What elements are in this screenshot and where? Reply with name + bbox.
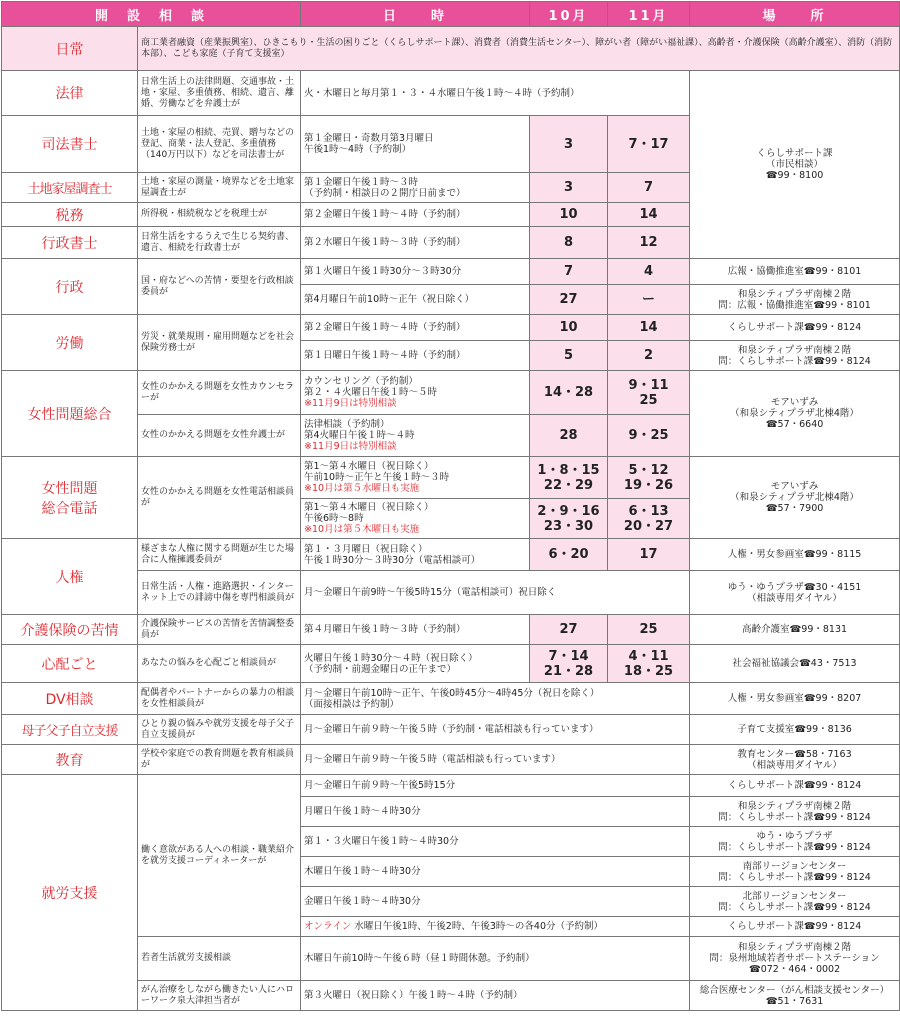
shuro-schedule-3: 第１・３火曜日午後１時～４時30分: [301, 827, 690, 857]
category-shinpai: 心配ごと: [2, 645, 138, 683]
rodo-place-2: [690, 341, 900, 371]
boshi-place: 子育て支援室☎99・8136: [690, 715, 900, 745]
gyosei-place-2: [690, 285, 900, 315]
gyosei-place-2b: 問：広報・協働推進室☎99・8101: [718, 299, 871, 311]
kaigo-schedule: 第４月曜日午後１時～３時（予約制）: [301, 615, 530, 645]
josei-denwa-note-1: ※10月は第５水曜日も実施: [304, 483, 420, 494]
josei-denwa-oct-2b: 23・30: [543, 518, 594, 534]
shuro-online-place: くらしサポート課☎99・8124: [690, 917, 900, 937]
tochi-schedule-1: 第１金曜日午後１時～３時: [304, 176, 419, 188]
kyoiku-place-1: 教育センター☎58・7163: [737, 748, 852, 760]
josei-denwa-note-2: ※10月は第５木曜日も実施: [304, 524, 420, 535]
tochi-oct: 3: [530, 173, 608, 203]
header-row: [2, 2, 900, 27]
row-shuro-1: [2, 775, 900, 797]
josei-denwa-nov-2a: 6・13: [628, 503, 669, 519]
josei-note-2: ※11月9日は特別相談: [304, 441, 397, 452]
shinpai-nov-2: 18・25: [623, 663, 674, 679]
josei-desc-2: 女性のかかえる問題を女性弁護士が: [138, 415, 301, 457]
kyoiku-place-2: （相談専用ダイヤル）: [747, 759, 842, 771]
zeimu-desc: 所得税・相続税などを税理士が: [138, 203, 301, 227]
jinken-schedule-1: [301, 539, 530, 571]
rodo-oct-1: 10: [530, 315, 608, 341]
josei-nov-1a: 9・11: [628, 377, 669, 393]
kurashi-place: [690, 71, 900, 259]
category-kyoiku: 教育: [2, 745, 138, 775]
shuro-place-gan-b: ☎51・7631: [765, 995, 824, 1007]
josei-oct-1: 14・28: [530, 371, 608, 415]
josei-schedule-1a: カウンセリング（予約制）: [304, 376, 418, 387]
shuro-schedule-5: 金曜日午後１時～４時30分: [301, 887, 690, 917]
boshi-schedule: 月～金曜日午前９時～午後５時（予約制・電話相談も行っています）: [301, 715, 690, 745]
jinken-desc-1: 様ざまな人権に関する問題が生じた場合に人権擁護委員が: [138, 539, 301, 571]
kaigo-place: 高齢介護室☎99・8131: [690, 615, 900, 645]
gyosei-nov-2: ー: [608, 285, 690, 315]
shuro-place-gan: [690, 981, 900, 1011]
row-jinken-1: [2, 539, 900, 571]
gyosei-place-1: 広報・協働推進室☎99・8101: [690, 259, 900, 285]
shuro-place-3: [690, 827, 900, 857]
category-shuro: 就労支援: [2, 775, 138, 1011]
shiho-schedule-2: 午後1時～4時（予約制）: [304, 144, 412, 155]
jinken-place-2b: （相談専用ダイヤル）: [747, 592, 842, 604]
josei-denwa-nov-1: [608, 457, 690, 499]
shuro-place-5a: 北部リージョンセンター: [742, 890, 847, 902]
josei-denwa-place-3: ☎57・7900: [765, 503, 824, 514]
josei-denwa-place-2: （和泉シティプラザ北棟4階）: [730, 492, 859, 503]
kyoiku-schedule: 月～金曜日午前９時～午後５時（電話相談も行っています）: [301, 745, 690, 775]
gyosei-nov-1: 4: [608, 259, 690, 285]
shuro-place-2a: 和泉シティプラザ南棟２階: [737, 800, 852, 812]
shuro-place-wakamono-a: 和泉シティプラザ南棟２階: [737, 942, 852, 953]
shuro-schedule-2: 月曜日午後１時～４時30分: [301, 797, 690, 827]
shinpai-nov: [608, 645, 690, 683]
josei-denwa-nov-1b: 19・26: [623, 477, 674, 493]
zeimu-oct: 10: [530, 203, 608, 227]
kurashi-place-l3: ☎99・8100: [765, 170, 824, 181]
gyosei-schedule-1: 第１火曜日午後１時30分～３時30分: [301, 259, 530, 285]
shuro-schedule-4: 木曜日午後１時～４時30分: [301, 857, 690, 887]
category-kaigo: 介護保険の苦情: [2, 615, 138, 645]
josei-denwa-schedule-2b: 午後6時～8時: [304, 513, 364, 524]
rodo-place-2a: 和泉シティプラザ南棟２階: [737, 344, 852, 356]
kaigo-nov: 25: [608, 615, 690, 645]
rodo-nov-2: 2: [608, 341, 690, 371]
row-kaigo: [2, 615, 900, 645]
josei-denwa-nov-2: [608, 499, 690, 539]
category-horitsu: 法律: [2, 71, 138, 116]
horitsu-schedule: 火・木曜日と毎月第１・３・４水曜日午後１時～４時（予約制）: [301, 71, 690, 116]
shinpai-place: 社会福祉協議会☎43・7513: [690, 645, 900, 683]
row-dv: [2, 683, 900, 715]
josei-schedule-2a: 法律相談（予約制）: [304, 419, 390, 430]
dv-place: 人権・男女参画室☎99・8207: [690, 683, 900, 715]
rodo-place-2b: 問：くらしサポート課☎99・8124: [718, 355, 871, 367]
shuro-online-label: オンライン: [304, 921, 352, 932]
shuro-place-1: くらしサポート課☎99・8124: [690, 775, 900, 797]
josei-desc-1: 女性のかかえる問題を女性カウンセラーが: [138, 371, 301, 415]
horitsu-desc: 日常生活上の法律問題、交通事故・土地・家屋、多重債務、相続、遺言、離婚、労働などを弁護士が: [138, 71, 301, 116]
josei-denwa-schedule-1a: 第1～第４水曜日（祝日除く）: [304, 461, 434, 472]
row-boshi: [2, 715, 900, 745]
header-place: 場 所: [690, 2, 900, 27]
jinken-desc-2: 日常生活・人権・進路選択・インターネット上での誹謗中傷を専門相談員が: [138, 571, 301, 615]
dv-schedule: [301, 683, 690, 715]
josei-nov-1b: 25: [639, 392, 658, 408]
jinken-schedule-1a: 第１・３月曜日（祝日除く）: [304, 543, 428, 555]
shuro-online-schedule: [301, 917, 690, 937]
shinpai-nov-1: 4・11: [628, 648, 669, 664]
josei-denwa-cat-1: 女性問題: [41, 480, 98, 497]
shuro-schedule-wakamono: 木曜日午前10時～午後６時（昼１時間休憩。予約制）: [301, 937, 690, 981]
shuro-desc-1: 働く意欲がある人への相談・職業紹介を就労支援コーディネーターが: [138, 775, 301, 937]
category-gyosei-shoshi: 行政書士: [2, 227, 138, 259]
tochi-desc: 土地・家屋の測量・境界などを土地家屋調査士が: [138, 173, 301, 203]
rodo-schedule-1: 第２金曜日午後１時～４時（予約制）: [301, 315, 530, 341]
gyosei-shoshi-schedule: 第２水曜日午後１時～３時（予約制）: [301, 227, 530, 259]
kurashi-place-l2: （市民相談）: [766, 159, 824, 170]
row-kyoiku: [2, 745, 900, 775]
shuro-schedule-1: 月～金曜日午前９時～午後5時15分: [301, 775, 690, 797]
shinpai-oct-1: 7・14: [548, 648, 589, 664]
category-josei-denwa: [2, 457, 138, 539]
josei-denwa-schedule-2a: 第1～第４木曜日（祝日除く）: [304, 502, 434, 513]
jinken-oct-1: 6・20: [530, 539, 608, 571]
rodo-nov-1: 14: [608, 315, 690, 341]
shiho-oct: 3: [530, 116, 608, 173]
shuro-place-3b: 問：くらしサポート課☎99・8124: [718, 841, 871, 853]
shinpai-schedule-2: （予約制・前週金曜日の正午まで）: [304, 663, 457, 675]
josei-denwa-oct-2: [530, 499, 608, 539]
header-nov: 11月: [608, 2, 690, 27]
josei-place-3: ☎57・6640: [765, 419, 824, 430]
shuro-place-2b: 問：くらしサポート課☎99・8124: [718, 811, 871, 823]
category-jinken: 人権: [2, 539, 138, 615]
row-horitsu: [2, 71, 900, 116]
gyosei-shoshi-desc: 日常生活をするうえで生じる契約書、遺言、相続を行政書士が: [138, 227, 301, 259]
josei-schedule-2b: 第4火曜日午後１時～４時: [304, 430, 415, 441]
josei-denwa-place-1: モアいずみ: [770, 481, 819, 492]
category-boshi: 母子父子自立支援: [2, 715, 138, 745]
jinken-schedule-2: 月～金曜日午前9時～午後5時15分（電話相談可）祝日除く: [301, 571, 690, 615]
josei-denwa-schedule-1b: 午前10時～正午と午後１時～３時: [304, 472, 450, 483]
kurashi-place-l1: くらしサポート課: [756, 148, 833, 159]
shinpai-oct-2: 21・28: [543, 663, 594, 679]
boshi-desc: ひとり親の悩みや就労支援を母子父子自立支援員が: [138, 715, 301, 745]
kaigo-desc: 介護保険サービスの苦情を苦情調整委員が: [138, 615, 301, 645]
dv-desc: 配偶者やパートナーからの暴力の相談を女性相談員が: [138, 683, 301, 715]
josei-nov-1: [608, 371, 690, 415]
josei-schedule-1b: 第２・４火曜日午後１時～５時: [304, 387, 438, 398]
shiho-schedule: [301, 116, 530, 173]
josei-note-1: ※11月9日は特別相談: [304, 398, 397, 409]
josei-denwa-cat-2: 総合電話: [41, 500, 98, 517]
shiho-schedule-1: 第１金曜日・奇数月第3月曜日: [304, 133, 434, 144]
shuro-place-wakamono-b: 問：泉州地域若者サポートステーション: [709, 953, 880, 964]
shuro-place-4: [690, 857, 900, 887]
rodo-place-1: くらしサポート課☎99・8124: [690, 315, 900, 341]
shinpai-oct: [530, 645, 608, 683]
category-shiho: 司法書士: [2, 116, 138, 173]
shuro-place-wakamono: [690, 937, 900, 981]
jinken-schedule-1b: 午後１時30分～３時30分（電話相談可）: [304, 554, 481, 566]
josei-denwa-schedule-1: [301, 457, 530, 499]
shuro-desc-3: がん治療をしながら働きたい人にハローワーク泉大津担当者が: [138, 981, 301, 1011]
shuro-desc-2: 若者生活就労支援相談: [138, 937, 301, 981]
jinken-place-2a: ゆう・ゆうプラザ☎30・4151: [727, 581, 862, 593]
shuro-place-gan-a: 総合医療センター（がん相談支援センター）: [699, 984, 890, 996]
jinken-place-1: 人権・男女参画室☎99・8115: [690, 539, 900, 571]
josei-denwa-oct-2a: 2・9・16: [537, 503, 600, 519]
josei-nov-2: 9・25: [608, 415, 690, 457]
jinken-place-2: [690, 571, 900, 615]
shuro-place-4b: 問：くらしサポート課☎99・8124: [718, 871, 871, 883]
dv-schedule-2: （面接相談は予約制）: [304, 698, 400, 710]
josei-denwa-schedule-2: [301, 499, 530, 539]
category-rodo: 労働: [2, 315, 138, 371]
gyosei-shoshi-oct: 8: [530, 227, 608, 259]
header-oct: 10月: [530, 2, 608, 27]
josei-oct-2: 28: [530, 415, 608, 457]
shiho-nov: 7・17: [608, 116, 690, 173]
jinken-nov-1: 17: [608, 539, 690, 571]
rodo-desc: 労災・就業規則・雇用問題などを社会保険労務士が: [138, 315, 301, 371]
consultation-table: [1, 1, 900, 1011]
rodo-schedule-2: 第１日曜日午後１時～４時（予約制）: [301, 341, 530, 371]
category-tochi: 土地家屋調査士: [2, 173, 138, 203]
category-josei: 女性問題総合: [2, 371, 138, 457]
header-date: 日 時: [301, 2, 530, 27]
kaigo-oct: 27: [530, 615, 608, 645]
josei-denwa-desc: 女性のかかえる問題を女性電話相談員が: [138, 457, 301, 539]
category-zeimu: 税務: [2, 203, 138, 227]
shuro-place-5b: 問：くらしサポート課☎99・8124: [718, 901, 871, 913]
josei-place-2: （和泉シティプラザ北棟4階）: [730, 408, 859, 419]
nichijo-desc: 商工業者融資（産業振興室）、ひきこもり・生活の困りごと（くらしサポート課）、消費者（消費生活センター）、障がい者（障がい福祉課）、高齢者・介護保険（高齢介護室）、消防（消防本部）、こども家庭（子育て支援室）: [138, 27, 900, 71]
josei-denwa-oct-1: [530, 457, 608, 499]
tochi-nov: 7: [608, 173, 690, 203]
gyosei-schedule-2: 第4月曜日午前10時～正午（祝日除く）: [301, 285, 530, 315]
shinpai-schedule-1: 火曜日午後１時30分～４時（祝日除く）: [304, 652, 478, 664]
gyosei-desc: 国・府などへの苦情・要望を行政相談委員が: [138, 259, 301, 315]
row-josei-denwa-1: [2, 457, 900, 499]
zeimu-nov: 14: [608, 203, 690, 227]
category-nichijo: 日常: [2, 27, 138, 71]
josei-denwa-nov-2b: 20・27: [623, 518, 674, 534]
gyosei-oct-1: 7: [530, 259, 608, 285]
shuro-place-4a: 南部リージョンセンター: [742, 860, 847, 872]
josei-denwa-oct-1a: 1・8・15: [537, 462, 600, 478]
category-gyosei: 行政: [2, 259, 138, 315]
row-josei-1: [2, 371, 900, 415]
josei-schedule-2: [301, 415, 530, 457]
josei-denwa-nov-1a: 5・12: [628, 462, 669, 478]
tochi-schedule: [301, 173, 530, 203]
shinpai-schedule: [301, 645, 530, 683]
josei-denwa-place: [690, 457, 900, 539]
gyosei-shoshi-nov: 12: [608, 227, 690, 259]
rodo-oct-2: 5: [530, 341, 608, 371]
josei-place: [690, 371, 900, 457]
row-gyosei-1: [2, 259, 900, 285]
shuro-place-2: [690, 797, 900, 827]
row-rodo-1: [2, 315, 900, 341]
row-shinpai: [2, 645, 900, 683]
shiho-desc: 土地・家屋の相続、売買、贈与などの登記、商業・法人登記、多重債務（140万円以下）などを司法書士が: [138, 116, 301, 173]
kyoiku-desc: 学校や家庭での教育問題を教育相談員が: [138, 745, 301, 775]
shuro-online-sched: 水曜日午後1時、午後2時、午後3時～の各40分（予約制）: [354, 921, 603, 932]
zeimu-schedule: 第２金曜日午後１時～４時（予約制）: [301, 203, 530, 227]
gyosei-place-2a: 和泉シティプラザ南棟２階: [737, 288, 852, 300]
header-consult: 開 設 相 談: [2, 2, 301, 27]
shuro-place-5: [690, 887, 900, 917]
shinpai-desc: あなたの悩みを心配ごと相談員が: [138, 645, 301, 683]
shuro-place-3a: ゆう・ゆうプラザ: [756, 830, 833, 842]
row-nichijo: [2, 27, 900, 71]
tochi-schedule-2: （予約制・相談日の２開庁日前まで）: [304, 187, 466, 199]
shuro-schedule-gan: 第３火曜日（祝日除く）午後１時～４時（予約制）: [301, 981, 690, 1011]
josei-schedule-1: [301, 371, 530, 415]
gyosei-oct-2: 27: [530, 285, 608, 315]
josei-denwa-oct-1b: 22・29: [543, 477, 594, 493]
dv-schedule-1: 月～金曜日午前10時～正午、午後0時45分～4時45分（祝日を除く）: [304, 687, 600, 699]
kyoiku-place: [690, 745, 900, 775]
category-dv: DV相談: [2, 683, 138, 715]
shuro-place-wakamono-c: ☎072・464・0002: [748, 964, 841, 975]
josei-place-1: モアいずみ: [770, 397, 819, 408]
